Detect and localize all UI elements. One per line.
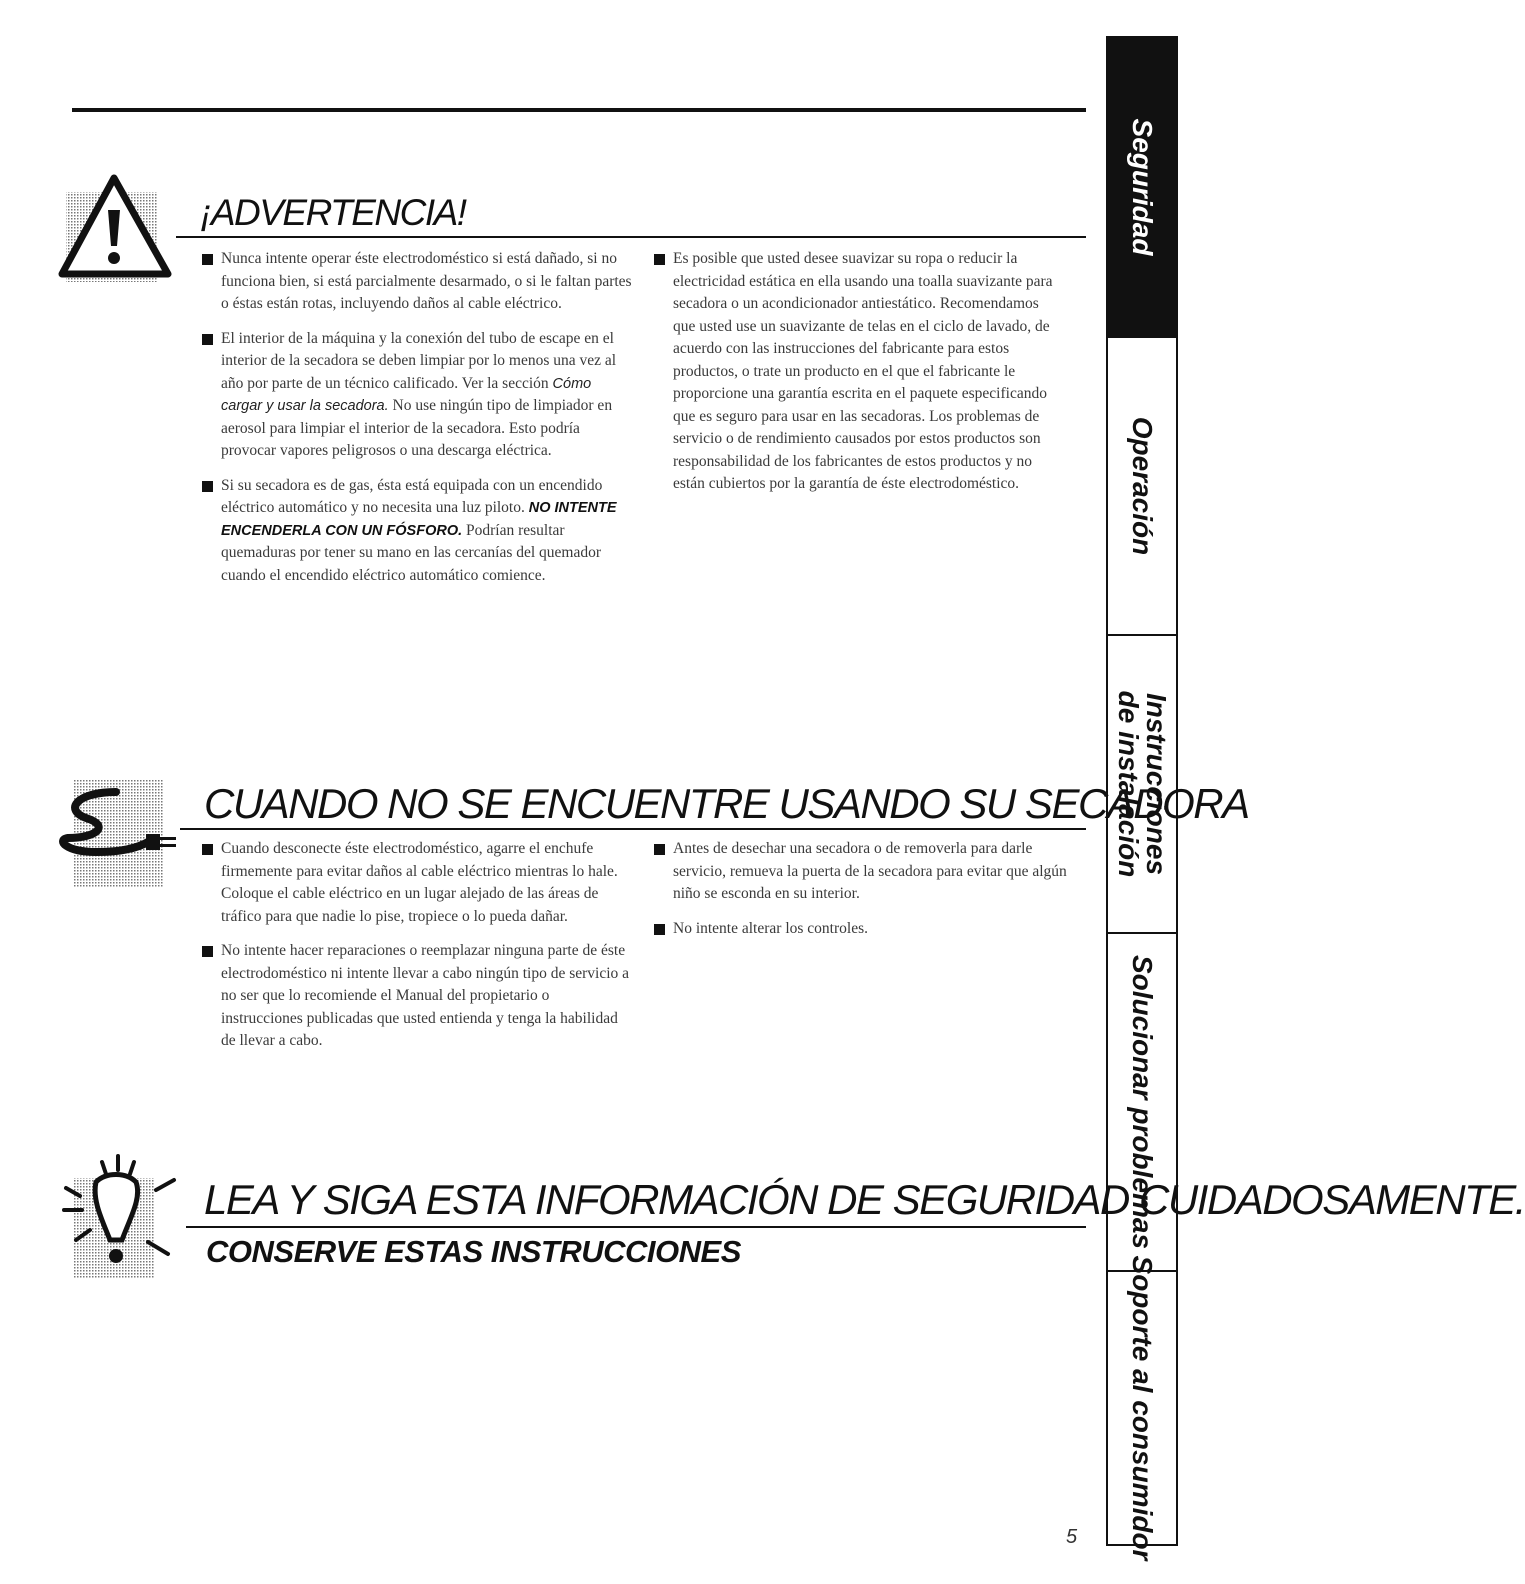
warning-left-column	[202, 248, 632, 599]
alert-burst-icon	[56, 1150, 186, 1280]
warning-title-underline	[176, 236, 1086, 238]
not-in-use-right-column	[654, 838, 1074, 952]
tab-seguridad-label: Seguridad	[1127, 118, 1158, 256]
bullet-icon	[202, 481, 213, 492]
not-in-use-title-underline	[180, 828, 1086, 830]
warning-title: ¡ADVERTENCIA!	[200, 192, 466, 233]
page-number: 5	[1066, 1526, 1078, 1548]
item-text: Nunca intente operar éste electrodoméstico si está dañado, si no funciona bien, si está parcialmente desarmado, o si le faltan partes o éstas están rotas, incluyendo daños al cable eléctrico.	[221, 250, 632, 312]
tab-soporte-label: Soporte al consumidor	[1127, 1255, 1158, 1561]
list-item	[202, 940, 632, 1053]
tab-soporte-consumidor[interactable]	[1106, 1255, 1178, 1561]
tab-instrucciones-line1: Instrucciones	[1141, 692, 1172, 876]
keep-instructions-notice: CONSERVE ESTAS INSTRUCCIONES	[206, 1234, 741, 1269]
item-text: Cuando desconecte éste electrodoméstico, agarre el enchufe firmemente para evitar daños al cable eléctrico mientras lo hale. Coloque el cable eléctrico en un lugar alejado de las áreas de tráfico para que nadie lo pise, tropiece o lo pueda dañar.	[221, 840, 618, 925]
item-text: Antes de desechar una secadora o de removerla para darle servicio, remueva la puerta de la secadora para evitar que algún niño se esconda en su interior.	[673, 840, 1067, 902]
read-follow-notice: LEA Y SIGA ESTA INFORMACIÓN DE SEGURIDAD CUIDADOSAMENTE.	[204, 1176, 1525, 1223]
item-text: Es posible que usted desee suavizar su ropa o reducir la electricidad estática en ella usando una toalla suavizante para secadora o un acondicionador antiestático. Recomendamos que usted use un suavizante de telas en el ciclo de lavado, de acuerdo con las instrucciones del fabricante para estos productos, o trate un producto en el que el fabricante le proporcione una garantía escrita en el paquete especificando que es seguro para usar en las secadoras. Los problemas de servicio o de rendimiento causados por estos productos son responsabilidad de los fabricantes de estos productos y no están cubiertos por la garantía de éste electrodoméstico.	[673, 250, 1053, 492]
not-in-use-title: CUANDO NO SE ENCUENTRE USANDO SU SECADORA	[204, 780, 1249, 827]
item-text: Podrían resultar quemaduras por tener su mano en las cercanías del quemador cuando el encendido eléctrico automático comience.	[221, 521, 602, 584]
item-text: El interior de la máquina y la conexión del tubo de escape en el interior de la secadora se deben limpiar por lo menos una vez al año por parte de un técnico calificado. Ver la sección	[221, 329, 617, 392]
warning-right-column	[654, 248, 1064, 508]
item-strong-warning: NO INTENTE ENCENDERLA CON UN FÓSFORO.	[221, 500, 617, 539]
tab-operacion-label: Operación	[1127, 416, 1158, 556]
tab-solucionar-label: Solucionar problemas	[1127, 954, 1158, 1250]
bullet-icon	[202, 254, 213, 265]
list-item	[202, 475, 632, 588]
tab-seguridad[interactable]	[1106, 36, 1178, 338]
list-item	[202, 838, 632, 928]
list-item	[654, 918, 1074, 941]
item-text: No intente hacer reparaciones o reemplazar ninguna parte de éste electrodoméstico ni intente llevar a cabo ningún tipo de servicio a no ser que lo recomiende el Manual del propietario o instrucciones publicadas que usted entienda y tenga la habilidad de llevar a cabo.	[221, 942, 630, 1049]
item-emphasis: Cómo cargar y usar la secadora.	[221, 375, 592, 414]
bullet-icon	[202, 946, 213, 957]
item-text: Si su secadora es de gas, ésta está equipada con un encendido eléctrico automático y no necesita una luz piloto.	[221, 476, 603, 516]
bullet-icon	[202, 334, 213, 345]
read-follow-underline	[186, 1226, 1086, 1228]
tab-operacion[interactable]	[1106, 338, 1178, 636]
warning-triangle-icon	[56, 170, 176, 285]
not-in-use-left-column	[202, 838, 632, 1065]
item-text: No intente alterar los controles.	[673, 919, 868, 937]
list-item	[202, 248, 632, 316]
list-item	[202, 328, 632, 463]
bullet-icon	[654, 924, 665, 935]
top-rule	[72, 108, 1086, 112]
tab-instrucciones-line2: de instalación	[1113, 690, 1144, 878]
list-item	[654, 248, 1064, 496]
power-plug-icon	[56, 780, 181, 890]
bullet-icon	[202, 844, 213, 855]
item-text: No use ningún tipo de limpiador en aerosol para limpiar el interior de la secadora. Esto podría provocar vapores peligrosos o una descarga eléctrica.	[221, 397, 613, 459]
list-item	[654, 838, 1074, 906]
bullet-icon	[654, 844, 665, 855]
bullet-icon	[654, 254, 665, 265]
